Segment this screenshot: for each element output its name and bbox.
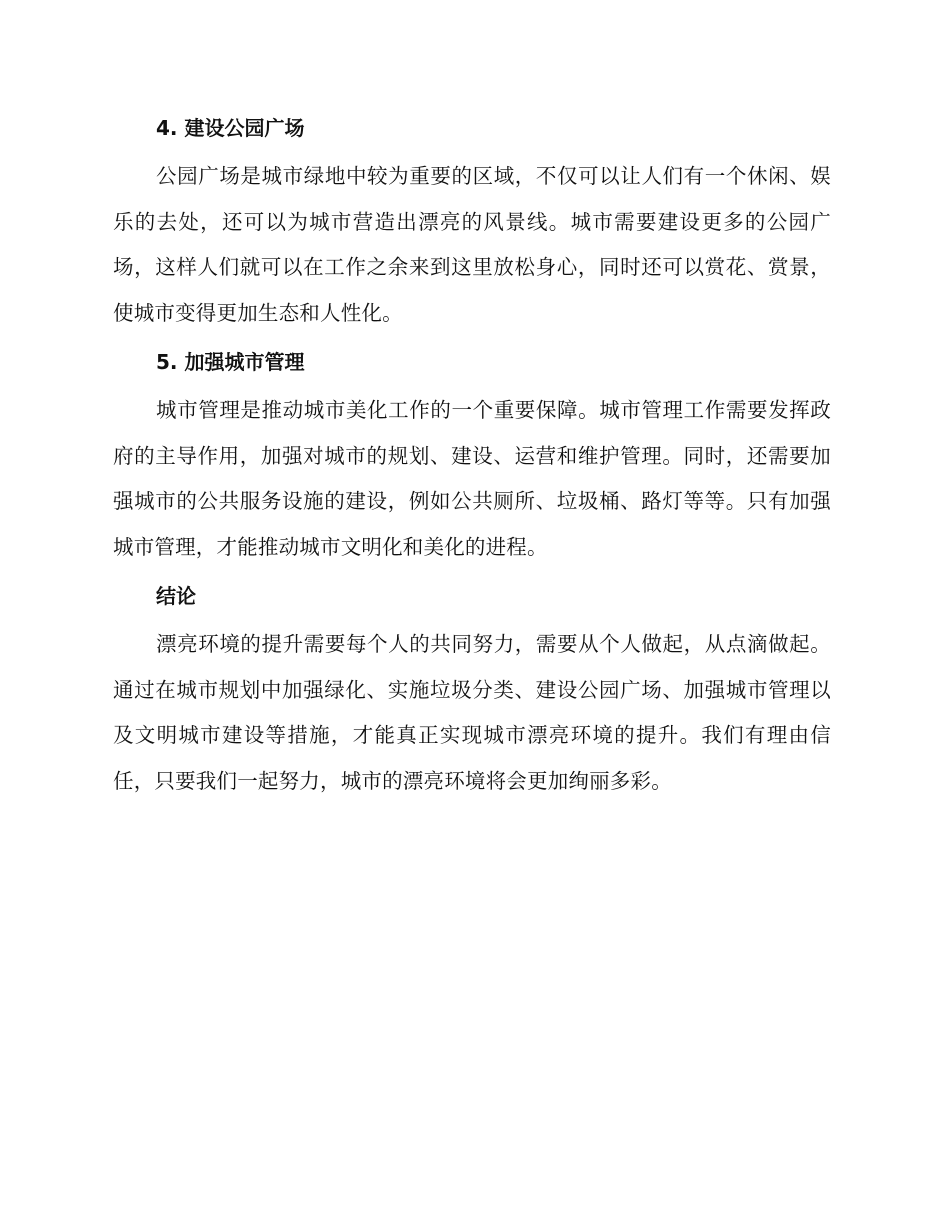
section-heading-park-plaza: 4. 建设公园广场	[156, 116, 305, 140]
section-body-park-plaza: 公园广场是城市绿地中较为重要的区域，不仅可以让人们有一个休闲、娱乐的去处，还可以为城市营造出漂亮的风景线。城市需要建设更多的公园广场，这样人们就可以在工作之余来到这里放松身心，同时还可以赏花、赏景，使城市变得更加生态和人性化。	[113, 164, 831, 325]
section-body-conclusion: 漂亮环境的提升需要每个人的共同努力，需要从个人做起，从点滴做起。通过在城市规划中加强绿化、实施垃圾分类、建设公园广场、加强城市管理以及文明城市建设等措施，才能真正实现城市漂亮环境的提升。我们有理由信任，只要我们一起努力，城市的漂亮环境将会更加绚丽多彩。	[113, 632, 831, 793]
section-heading-city-management: 5. 加强城市管理	[156, 350, 305, 374]
section-body-city-management: 城市管理是推动城市美化工作的一个重要保障。城市管理工作需要发挥政府的主导作用，加强对城市的规划、建设、运营和维护管理。同时，还需要加强城市的公共服务设施的建设，例如公共厕所、垃圾桶、路灯等等。只有加强城市管理，才能推动城市文明化和美化的进程。	[113, 398, 831, 559]
section-heading-conclusion: 结论	[156, 584, 196, 608]
document-content	[113, 108, 831, 810]
